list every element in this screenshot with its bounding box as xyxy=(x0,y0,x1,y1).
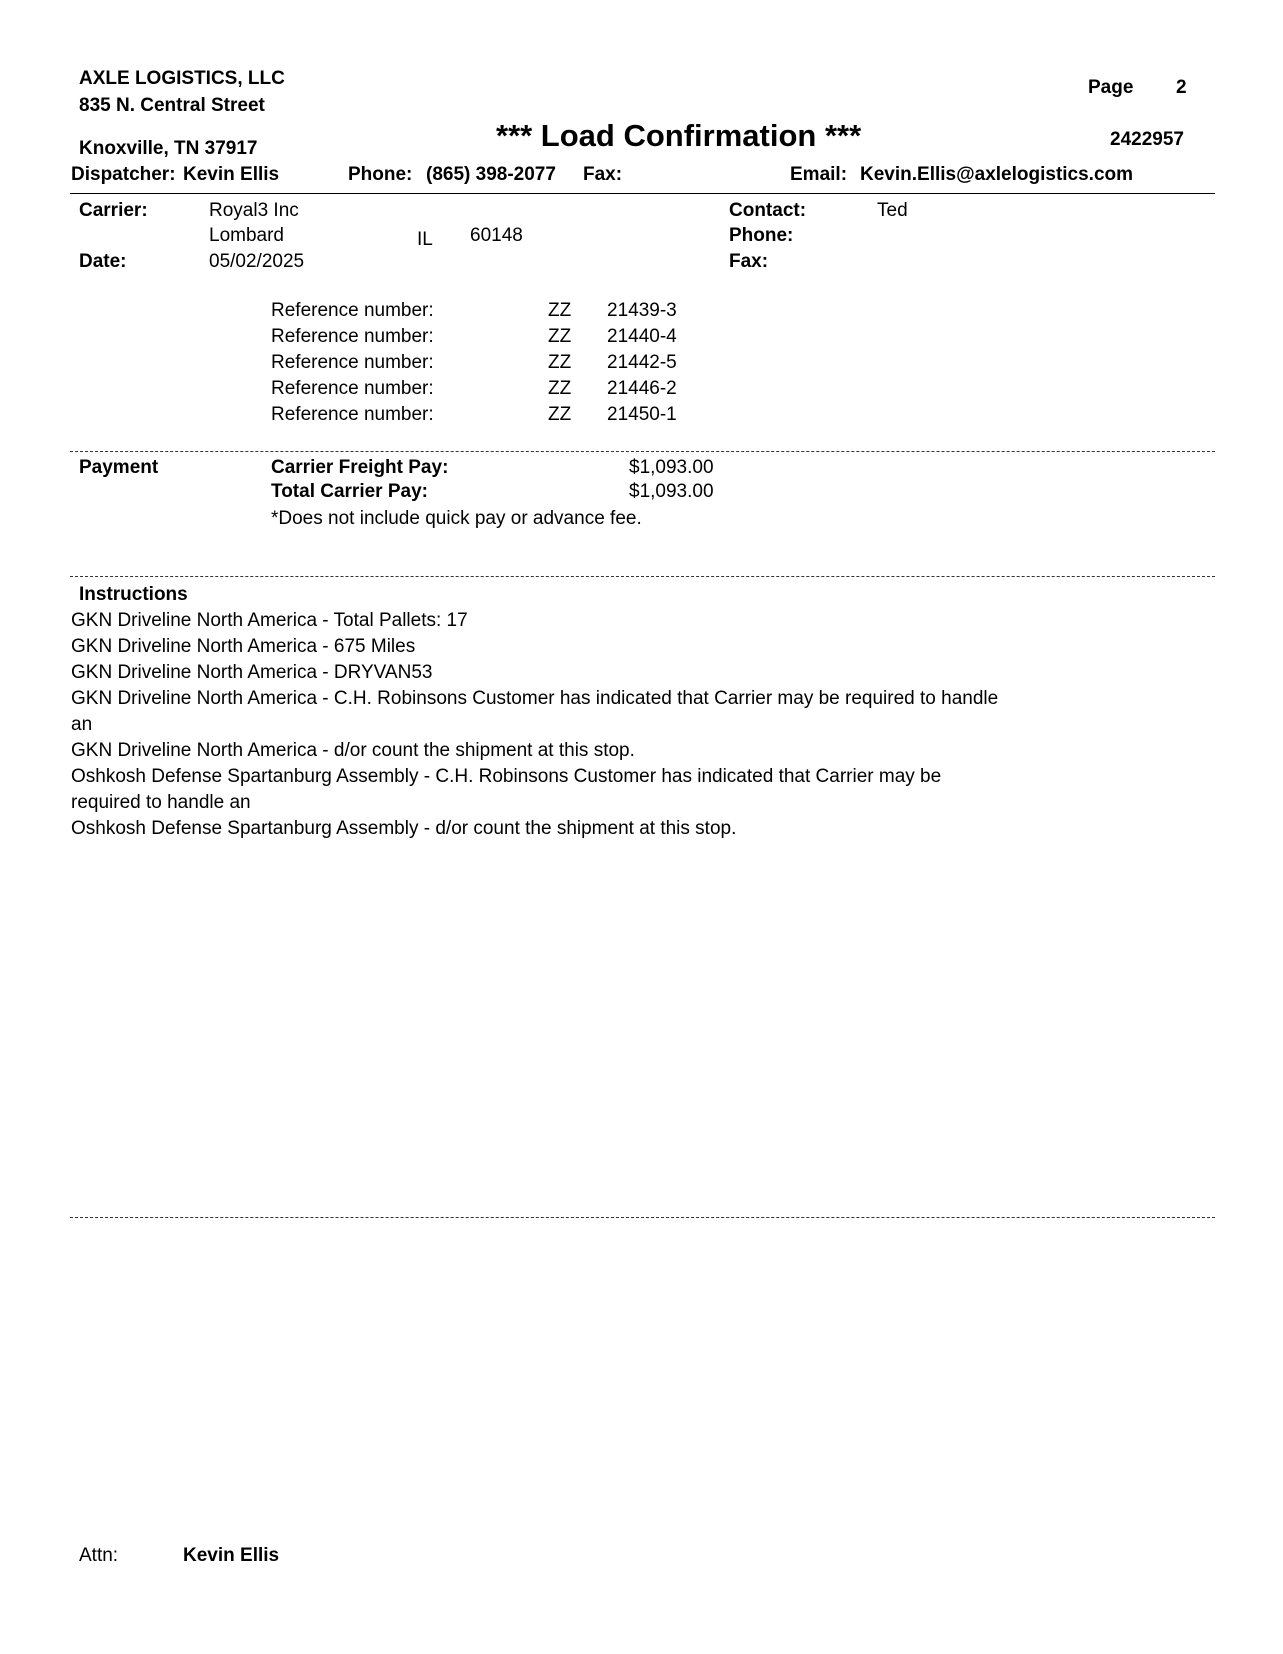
reference-value: 21450-1 xyxy=(607,404,677,425)
dispatcher-name: Kevin Ellis xyxy=(183,164,280,185)
date-value: 05/02/2025 xyxy=(209,251,305,272)
instructions-divider xyxy=(70,576,1215,577)
total-pay-label: Total Carrier Pay: xyxy=(271,481,428,502)
page-title: *** Load Confirmation *** xyxy=(496,118,862,153)
instruction-line: GKN Driveline North America - C.H. Robinsons Customer has indicated that Carrier may be required to handle xyxy=(71,688,999,709)
instruction-line: GKN Driveline North America - d/or count the shipment at this stop. xyxy=(71,740,635,761)
reference-label: Reference number: xyxy=(271,378,434,399)
payment-label: Payment xyxy=(79,457,159,478)
carrier-fax-label: Fax: xyxy=(729,251,769,272)
carrier-name: Royal3 Inc xyxy=(209,200,299,221)
reference-label: Reference number: xyxy=(271,352,434,373)
reference-qualifier: ZZ xyxy=(548,404,572,425)
payment-note: *Does not include quick pay or advance fee. xyxy=(271,508,642,529)
carrier-state: IL xyxy=(417,229,433,250)
attn-label: Attn: xyxy=(79,1545,119,1566)
instruction-line: Oshkosh Defense Spartanburg Assembly - C.H. Robinsons Customer has indicated that Carrier may be xyxy=(71,766,942,787)
dispatcher-email-label: Email: xyxy=(790,164,848,185)
total-pay-value: $1,093.00 xyxy=(629,481,714,502)
dispatcher-label: Dispatcher: xyxy=(71,164,176,185)
header-divider xyxy=(70,193,1215,194)
footer-divider xyxy=(70,1217,1215,1218)
reference-qualifier: ZZ xyxy=(548,300,572,321)
contact-label: Contact: xyxy=(729,200,807,221)
reference-value: 21442-5 xyxy=(607,352,677,373)
payment-divider xyxy=(70,451,1215,452)
dispatcher-email: Kevin.Ellis@axlelogistics.com xyxy=(860,164,1134,185)
reference-qualifier: ZZ xyxy=(548,326,572,347)
contact-value: Ted xyxy=(877,200,908,221)
freight-pay-label: Carrier Freight Pay: xyxy=(271,457,449,478)
reference-label: Reference number: xyxy=(271,326,434,347)
dispatcher-phone: (865) 398-2077 xyxy=(426,164,556,185)
dispatcher-phone-label: Phone: xyxy=(348,164,413,185)
page-label: Page xyxy=(1088,77,1134,98)
company-name: AXLE LOGISTICS, LLC xyxy=(79,68,285,89)
instruction-line: an xyxy=(71,714,93,735)
company-city: Knoxville, TN 37917 xyxy=(79,138,258,159)
freight-pay-value: $1,093.00 xyxy=(629,457,714,478)
reference-qualifier: ZZ xyxy=(548,352,572,373)
reference-value: 21439-3 xyxy=(607,300,677,321)
reference-value: 21440-4 xyxy=(607,326,677,347)
reference-qualifier: ZZ xyxy=(548,378,572,399)
reference-label: Reference number: xyxy=(271,300,434,321)
carrier-zip: 60148 xyxy=(470,225,523,246)
carrier-label: Carrier: xyxy=(79,200,148,221)
instructions-label: Instructions xyxy=(79,584,188,605)
instruction-line: Oshkosh Defense Spartanburg Assembly - d/or count the shipment at this stop. xyxy=(71,818,737,839)
attn-name: Kevin Ellis xyxy=(183,1545,280,1566)
date-label: Date: xyxy=(79,251,127,272)
page-number: 2 xyxy=(1176,77,1187,98)
instruction-line: GKN Driveline North America - 675 Miles xyxy=(71,636,416,657)
carrier-phone-label: Phone: xyxy=(729,225,794,246)
load-number: 2422957 xyxy=(1110,129,1184,150)
instruction-line: GKN Driveline North America - DRYVAN53 xyxy=(71,662,433,683)
company-street: 835 N. Central Street xyxy=(79,95,265,116)
carrier-city: Lombard xyxy=(209,225,284,246)
instruction-line: required to handle an xyxy=(71,792,251,813)
reference-value: 21446-2 xyxy=(607,378,677,399)
reference-label: Reference number: xyxy=(271,404,434,425)
dispatcher-fax-label: Fax: xyxy=(583,164,623,185)
instruction-line: GKN Driveline North America - Total Pallets: 17 xyxy=(71,610,468,631)
